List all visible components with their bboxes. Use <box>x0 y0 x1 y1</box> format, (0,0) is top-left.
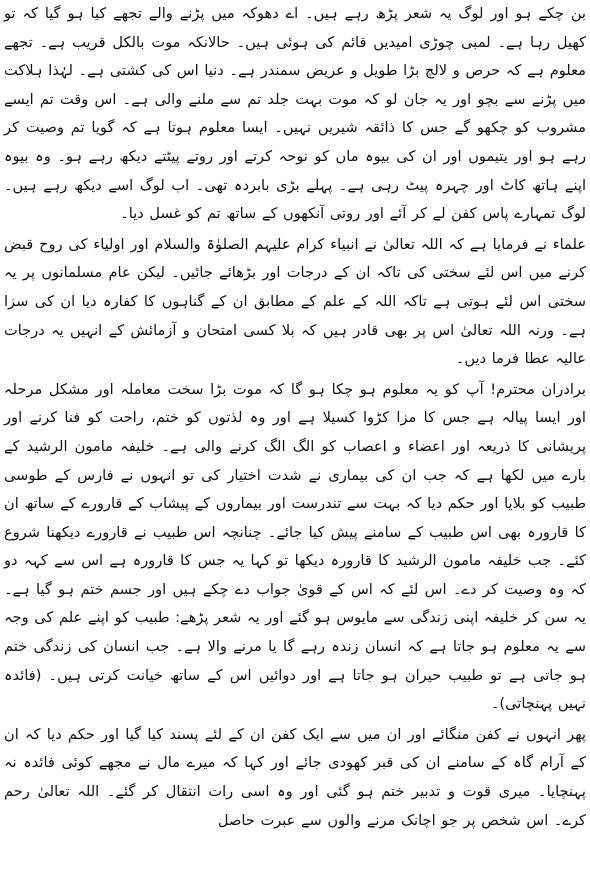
paragraph-scholars-on-death-hardship: علماء نے فرمایا ہے کہ اللہ تعالیٰ نے انبیاء کرام علیہم الصلوٰۃ والسلام اور اولیاء کی روح قبض کرنے میں اس لئے سختی کی تاکہ ان کے درجات اور بڑھائے جائیں۔ لیکن عام مسلمانوں پر یہ سختی اس لئے ہوتی ہے تاکہ اللہ کے علم کے مطابق ان کے گناہوں کا کفارہ دیا ان کی سزا ہے۔ ورنہ اللہ تعالیٰ اس پر بھی قادر ہیں کہ بلا کسی امتحان و آزمائش کے انہیں یہ درجات عالیہ عطا فرما دیں۔ <box>4 235 586 368</box>
paragraph-caliph-mamun-story: برادران محترم! آپ کو یہ معلوم ہو چکا ہو گا کہ موت بڑا سخت معاملہ اور مشکل مرحلہ اور ایسا پیالہ ہے جس کا مزا کڑوا کسیلا ہے اور وہ لذتوں کو ختم، راحت کو فنا کرنے اور پریشانی کا ذریعہ اور اعضاء و اعصاب کو الگ الگ کرنے والی ہے۔ خلیفہ مامون الرشید کے بارے میں لکھا ہے کہ جب ان کی بیماری نے شدت اختیار کی تو انہوں نے فارس کے طوسی طبیب کو بلایا اور حکم دیا کہ بہت سے تندرست اور بیماروں کے پیشاب کے قارورے کے ساتھ ان کا قارورہ بھی اس طبیب کے سامنے پیش کیا جائے۔ چنانچہ اس طبیب نے قارورے دیکھنا شروع کئے۔ جب خلیفہ مامون الرشید کا قارورہ دیکھا تو کہا یہ جس کا قارورہ ہے اس سے کہہ دو کہ وہ وصیت کر دے۔ اس لئے کہ اس کے قویٰ جواب دے چکے ہیں اور جسم ختم ہو گیا ہے۔ یہ سن کر خلیفہ اپنی زندگی سے مایوس ہو گئے اور یہ شعر پڑھے: طبیب کو اپنے علم کی وجہ سے یہ معلوم ہو جاتا ہے کہ انسان زندہ رہے گا یا مرنے والا ہے۔ جب انسان کی زندگی ختم ہو جاتی ہے تو طبیب حیران ہو جاتا ہے اور دوائیں اس کے ساتھ خیانت کرتی ہیں۔ (فائدہ نہیں پہنچاتی)۔ <box>4 380 586 713</box>
paragraph-caliph-shroud: پھر انہوں نے کفن منگائے اور ان میں سے ایک کفن ان کے لئے پسند کیا گیا اور حکم دیا کہ ان کے آرام گاہ کے سامنے ان کی قبر کھودی جائے اور کہا کہ میرے مال نے مجھے کوئی فائدہ نہ پہنچایا۔ میری قوت و تدبیر ختم ہو گئی اور وہ اسی رات انتقال کر گئے۔ اللہ تعالیٰ رحم کرے۔ اس شخص پر جو اچانک مرنے والوں سے عبرت حاصل <box>4 725 586 829</box>
document-page <box>4 0 586 890</box>
paragraph-deathbed-admonition: بن چکے ہو اور لوگ یہ شعر پڑھ رہے ہیں۔ اے دھوکہ میں پڑنے والے تجھے کیا ہو گیا کہ تو کھیل رہا ہے۔ لمبی چوڑی امیدیں قائم کی ہوئی ہیں۔ حالانکہ موت بالکل قریب ہے۔ تجھے معلوم ہے کہ حرص و لالچ بڑا طویل و عریض سمندر ہے۔ دنیا اس کی کشتی ہے۔ لہٰذا ہلاکت میں پڑنے سے بچو اور یہ جان لو کہ موت بہت جلد تم سے ملنے والی ہے۔ اس وقت تم ایسے مشروب کو چکھو گے جس کا ذائقہ شیریں نہیں۔ ایسا معلوم ہوتا ہے کہ گویا تم وصیت کر رہے ہو اور یتیموں اور ان کی بیوہ ماں کو نوحہ کرتے اور روتے پیٹتے دیکھ رہے ہو۔ وہ بیوہ اپنے ہاتھ کاٹ اور چہرہ پیٹ رہی ہے۔ پہلے بڑی بابردہ تھی۔ اب لوگ اسے دیکھ رہے ہیں۔ لوگ تمہارے پاس کفن لے کر آئے اور روتی آنکھوں کے ساتھ تم کو غسل دیا۔ <box>4 5 586 223</box>
